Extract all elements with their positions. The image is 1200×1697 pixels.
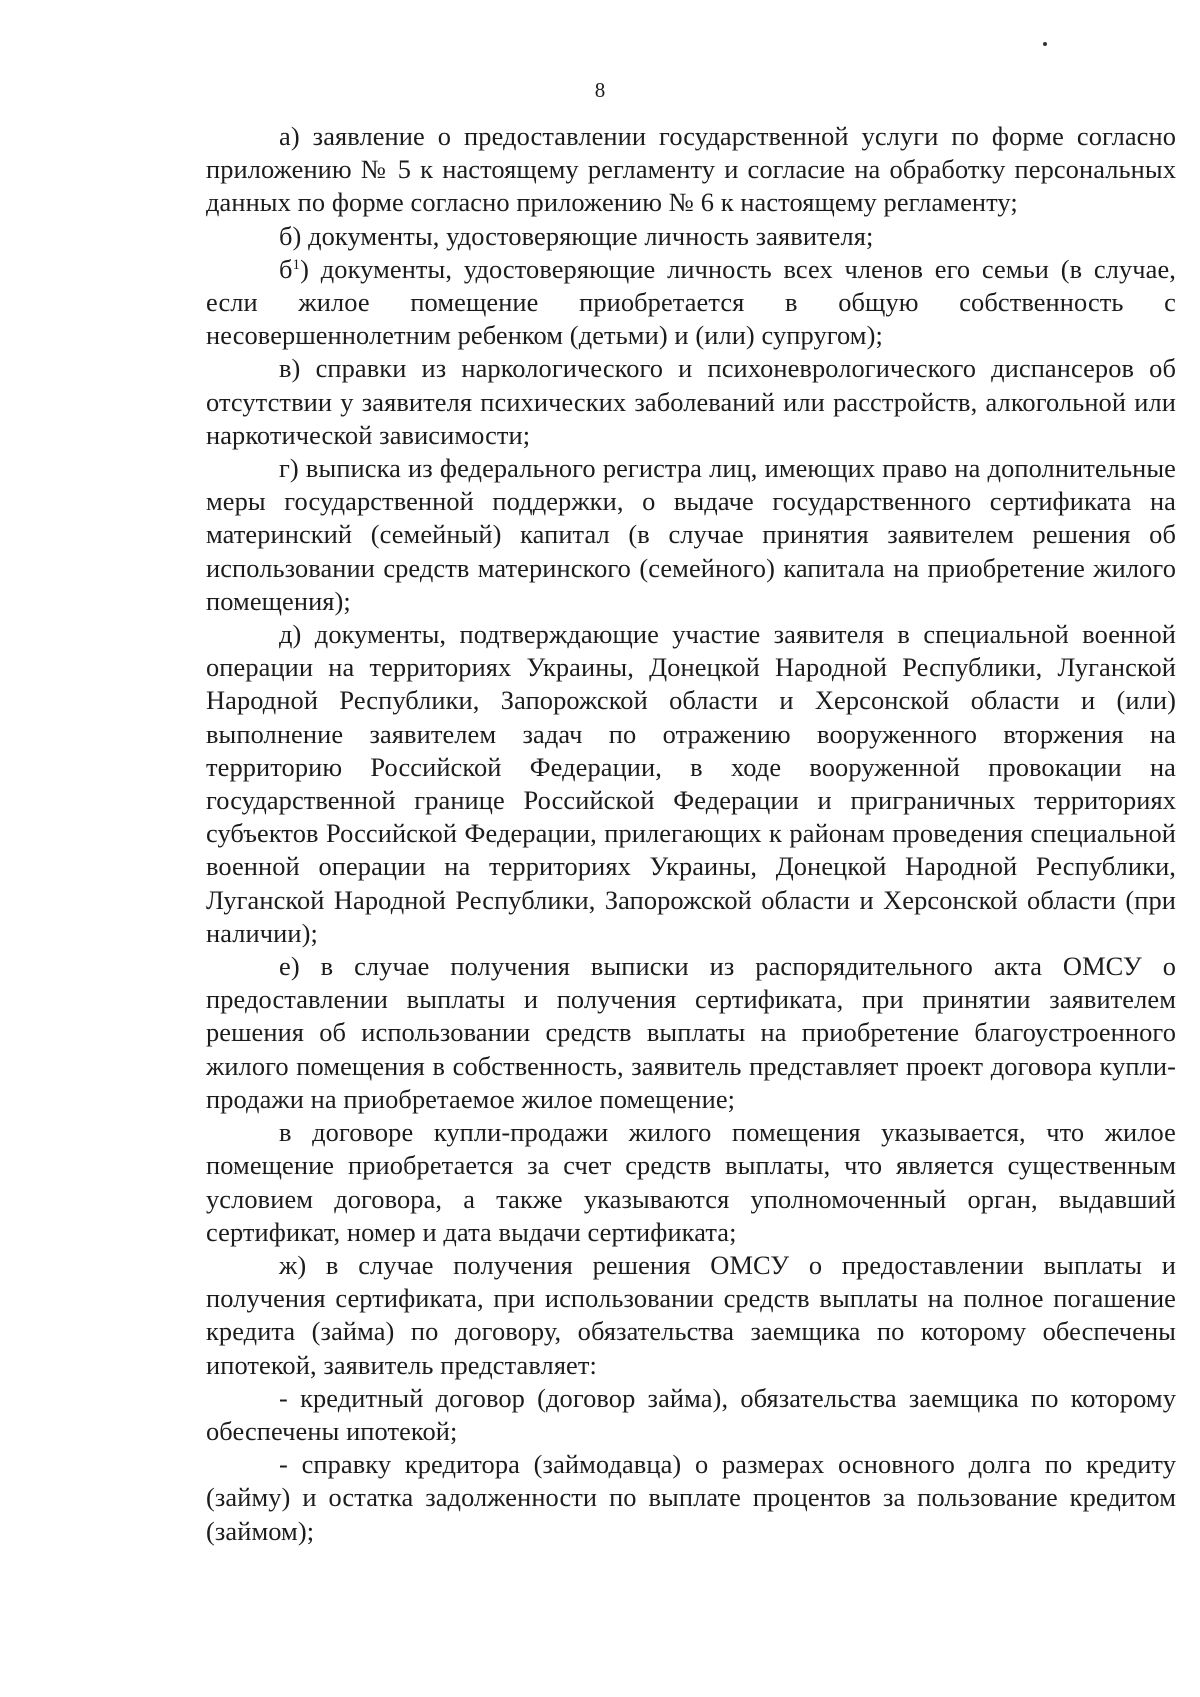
paragraph-b1-superscript: 1 <box>292 256 301 273</box>
paragraph-d: д) документы, подтверждающие участие заявителя в специальной военной операции на территориях Украины, Донецкой Народной Республики, Луганской Народной Республики, Запорожской области и Херсонской области и (или) выполнение заявителем задач по отражению вооруженного вторжения на территорию Российской Федерации, в ходе вооруженной провокации на государственной границе Российской Федерации и приграничных территориях субъектов Российской Федерации, прилегающих к районам проведения специальной военной операции на территориях Украины, Донецкой Народной Республики, Луганской Народной Республики, Запорожской области и Херсонской области (при наличии); <box>206 619 1176 948</box>
paragraph-a: а) заявление о предоставлении государственной услуги по форме согласно приложению № 5 к настоящему регламенту и согласие на обработку персональных данных по форме согласно приложению № 6 к настоящему регламенту; <box>206 121 1176 218</box>
paragraph-b1-text: ) документы, удостоверяющие личность всех членов его семьи (в случае, если жилое помещение приобретается в общую собственность с несовершеннолетним ребенком (детьми) и (или) супругом); <box>206 253 1176 351</box>
paragraph-g: г) выписка из федерального регистра лиц, имеющих право на дополнительные меры государственной поддержки, о выдаче государственного сертификата на материнский (семейный) капитал (в случае принятия заявителем решения об использовании средств материнского (семейного) капитала на приобретение жилого помещения); <box>206 453 1176 616</box>
paragraph-v: в) справки из наркологического и психоневрологического диспансеров об отсутствии у заявителя психических заболеваний или расстройств, алкогольной или наркотической зависимости; <box>206 353 1176 450</box>
paragraph-b: б) документы, удостоверяющие личность заявителя; <box>279 220 874 251</box>
page-number: 8 <box>594 78 606 102</box>
paragraph-b1 <box>206 253 1176 353</box>
paragraph-b1-prefix: б <box>279 253 293 284</box>
list-item-loan-agreement: - кредитный договор (договор займа), обязательства заемщика по которому обеспечены ипотекой; <box>206 1382 1176 1446</box>
list-item-creditor-certificate: - справку кредитора (займодавца) о размерах основного долга по кредиту (займу) и остатка задолженности по выплате процентов за пользование кредитом (займом); <box>206 1449 1176 1546</box>
paragraph-e: е) в случае получения выписки из распорядительного акта ОМСУ о предоставлении выплаты и получения сертификата, при принятии заявителем решения об использовании средств выплаты на приобретение благоустроенного жилого помещения в собственность, заявитель представляет проект договора купли-продажи на приобретаемое жилое помещение; <box>206 951 1176 1114</box>
document-body <box>206 120 1176 1548</box>
scan-speck <box>1043 42 1047 46</box>
paragraph-e-contract: в договоре купли-продажи жилого помещения указывается, что жилое помещение приобретается за счет средств выплаты, что является существенным условием договора, а также указываются уполномоченный орган, выдавший сертификат, номер и дата выдачи сертификата; <box>206 1117 1176 1247</box>
paragraph-zh: ж) в случае получения решения ОМСУ о предоставлении выплаты и получения сертификата, при использовании средств выплаты на полное погашение кредита (займа) по договору, обязательства заемщика по которому обеспечены ипотекой, заявитель представляет: <box>206 1249 1176 1380</box>
